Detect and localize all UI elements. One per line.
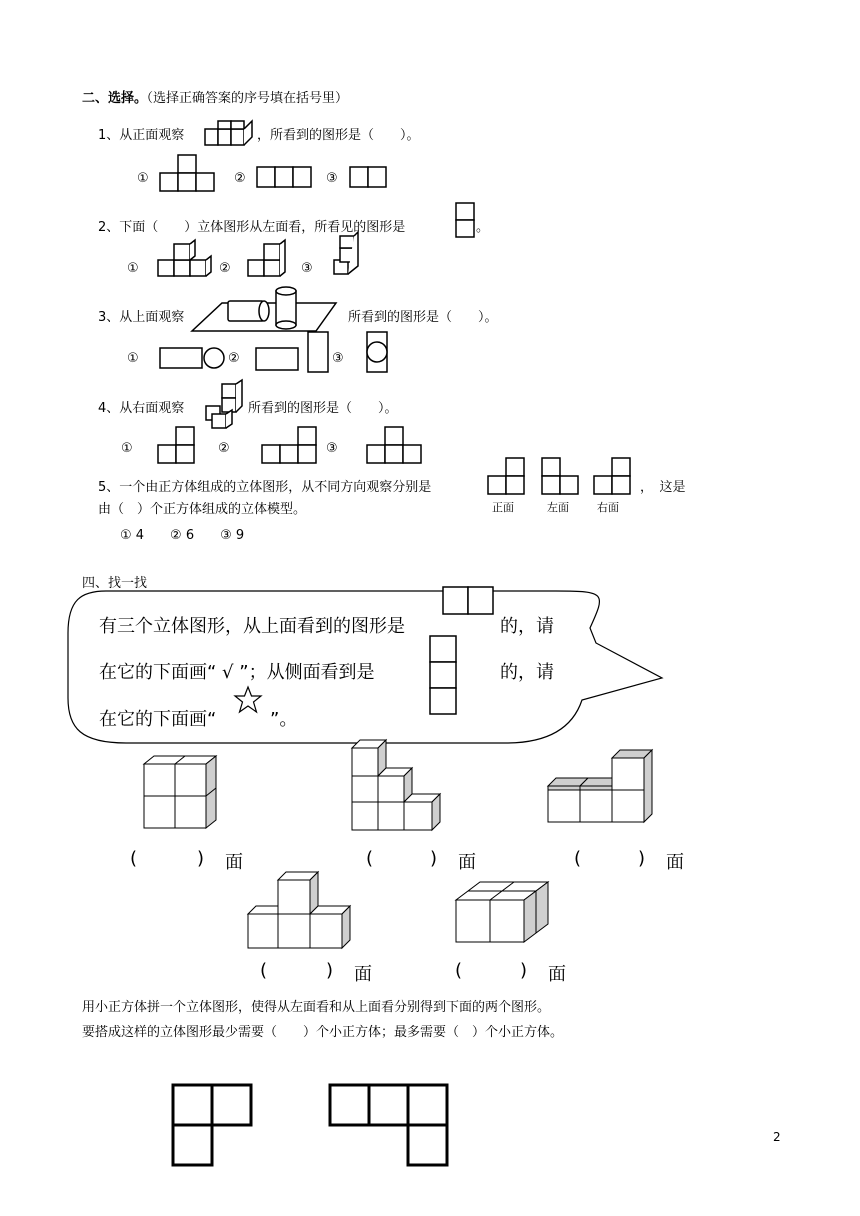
bubble-line2-end: 的，请 <box>500 662 554 683</box>
q3-option-1-figure <box>158 346 230 372</box>
solid-3 <box>544 748 656 826</box>
q1-option-1-marker: ① <box>137 171 149 186</box>
q2-option-2-figure <box>248 242 288 280</box>
answer-3-open: ( <box>574 848 582 869</box>
solid-5 <box>452 878 552 946</box>
q1-option-2-marker: ② <box>234 171 246 186</box>
q1-option-2-figure <box>257 167 315 189</box>
answer-5-open: ( <box>455 960 463 981</box>
q3-question: 所看到的图形是（ ）。 <box>348 310 498 325</box>
q5-left-view <box>542 456 582 496</box>
q5-question-cont: 由（ ）个正方体组成的立体模型。 <box>98 502 307 517</box>
q4-option-3-marker: ③ <box>326 441 338 456</box>
q2-option-3-figure <box>334 236 362 280</box>
answer-3-word: 面 <box>666 852 684 873</box>
section-instruction: （选择正确答案的序号填在括号里） <box>140 91 349 106</box>
answer-1-word: 面 <box>225 852 243 873</box>
bubble-line3-end: ”。 <box>270 709 298 730</box>
answer-1-close: ) <box>197 848 205 869</box>
q1-option-3-marker: ③ <box>326 171 338 186</box>
q2-left-view-figure <box>456 203 478 241</box>
q4-option-1-marker: ① <box>121 441 133 456</box>
answer-2-close: ) <box>430 848 438 869</box>
answer-2-open: ( <box>366 848 374 869</box>
solid-4 <box>244 870 356 952</box>
q4-option-2-figure <box>262 425 322 465</box>
bubble-line2: 在它的下面画“ √ ”；从侧面看到是 <box>99 662 375 683</box>
top-view-figure <box>443 587 499 617</box>
q3-option-2-figure <box>254 330 330 376</box>
q5-view-label-right: 右面 <box>597 501 619 514</box>
bubble-line3: 在它的下面画“ <box>99 709 217 730</box>
answer-4-word: 面 <box>354 964 372 985</box>
answer-4-close: ) <box>326 960 334 981</box>
q1-option-1-figure <box>160 155 218 193</box>
bubble-line1-end: 的，请 <box>500 616 554 637</box>
page-number: 2 <box>773 1130 781 1144</box>
q2-option-3-marker: ③ <box>301 261 313 276</box>
solid-2 <box>348 738 448 834</box>
left-view-figure <box>170 1082 256 1168</box>
final-question-line2: 要搭成这样的立体图形最少需要（ ）个小正方体；最多需要（ ）个小正方体。 <box>82 1025 564 1040</box>
q4-option-2-marker: ② <box>218 441 230 456</box>
star-icon <box>234 686 264 714</box>
q1-solid-figure <box>205 119 257 147</box>
q5-front-view <box>488 456 528 496</box>
q2-question: 2、下面（ ）立体图形从左面看，所看见的图形是 <box>98 220 406 235</box>
q3-label: 3、从上面观察 <box>98 310 185 325</box>
q3-option-1-marker: ① <box>127 351 139 366</box>
final-question-line1: 用小正方体拼一个立体图形，使得从左面看和从上面看分别得到下面的两个图形。 <box>82 1000 551 1015</box>
top-view-figure-2 <box>327 1082 451 1168</box>
bubble-line1: 有三个立体图形，从上面看到的图形是 <box>99 616 405 637</box>
side-view-figure <box>430 636 460 720</box>
q3-option-3-marker: ③ <box>332 351 344 366</box>
q5-view-label-left: 左面 <box>547 501 569 514</box>
q2-option-2-marker: ② <box>219 261 231 276</box>
section-heading: 四、找一找 <box>82 576 148 591</box>
q2-option-1-figure <box>158 242 214 280</box>
solid-1 <box>140 752 220 832</box>
q5-question: 5、一个由正方体组成的立体图形，从不同方向观察分别是 <box>98 480 432 495</box>
q1-option-3-figure <box>350 167 390 189</box>
q5-view-label-front: 正面 <box>492 501 514 514</box>
q4-label: 4、从右面观察 <box>98 401 185 416</box>
q4-solid-figure <box>202 380 246 432</box>
q3-solid-figure <box>190 285 340 333</box>
q2-option-1-marker: ① <box>127 261 139 276</box>
answer-2-word: 面 <box>458 852 476 873</box>
q1-label: 1、从正面观察 <box>98 128 185 143</box>
q3-option-2-marker: ② <box>228 351 240 366</box>
answer-4-open: ( <box>260 960 268 981</box>
q4-question: 所看到的图形是（ ）。 <box>248 401 398 416</box>
q5-right-view <box>594 456 634 496</box>
q5-options: ① 4 ② 6 ③ 9 <box>120 528 245 543</box>
q5-tail: ， 这是 <box>640 480 686 495</box>
answer-5-close: ) <box>520 960 528 981</box>
answer-1-open: ( <box>130 848 138 869</box>
q4-option-1-figure <box>158 425 198 465</box>
q2-end: 。 <box>476 220 490 235</box>
q3-option-3-figure <box>365 330 391 374</box>
q1-question: ，所看到的图形是（ ）。 <box>257 128 420 143</box>
section-heading: 二、选择。 <box>82 91 148 106</box>
answer-3-close: ) <box>638 848 646 869</box>
q4-option-3-figure <box>367 425 427 465</box>
answer-5-word: 面 <box>548 964 566 985</box>
